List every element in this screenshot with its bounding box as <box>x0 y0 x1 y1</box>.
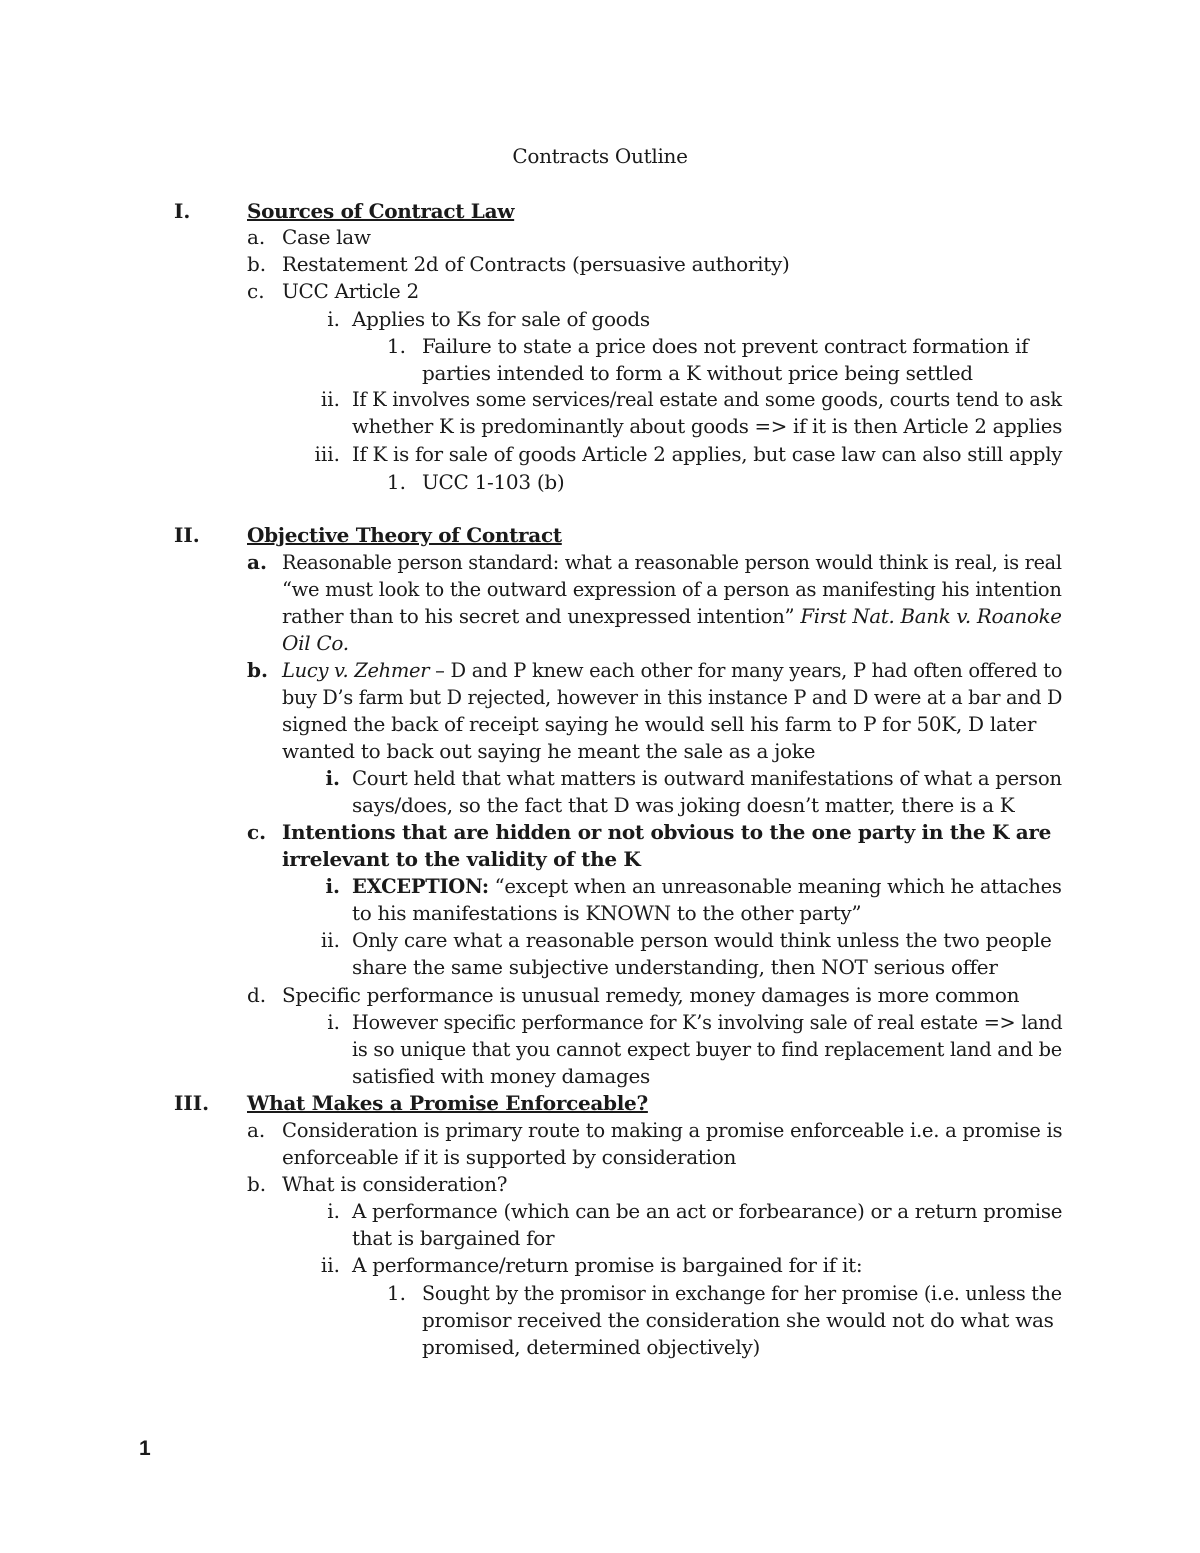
outline-item-line: promisor received the consideration she would not do what was <box>422 1308 1054 1332</box>
outline-item-line: Reasonable person standard: what a reasonable person would think is real, is real <box>282 550 1062 574</box>
list-marker: d. <box>247 983 267 1007</box>
list-marker: b. <box>247 1172 267 1196</box>
outline-item-line: that is bargained for <box>352 1226 555 1250</box>
outline-item-line: However specific performance for K’s involving sale of real estate => land <box>352 1010 1063 1034</box>
list-marker: i. <box>327 1199 340 1223</box>
case-citation: First Nat. Bank v. Roanoke <box>800 604 1062 628</box>
list-marker: i. <box>325 874 340 898</box>
outline-text: – D and P knew each other for many years, P had often offered to <box>429 658 1063 682</box>
document-title: Contracts Outline <box>512 144 688 168</box>
outline-item-line: says/does, so the fact that D was joking doesn’t matter, there is a K <box>352 793 1015 817</box>
list-marker: a. <box>247 225 266 249</box>
case-citation: Oil Co. <box>282 631 349 655</box>
list-marker: c. <box>247 820 267 844</box>
outline-item-line: Court held that what matters is outward manifestations of what a person <box>352 766 1062 790</box>
outline-item-line <box>282 657 1062 684</box>
list-marker: i. <box>327 307 340 331</box>
case-citation: Lucy v. Zehmer <box>282 658 430 682</box>
list-marker: ii. <box>320 928 340 952</box>
list-marker: 1. <box>386 334 406 358</box>
outline-item: UCC Article 2 <box>282 279 419 303</box>
list-marker: i. <box>325 766 340 790</box>
section-number: III. <box>174 1091 210 1115</box>
outline-item-line: irrelevant to the validity of the K <box>282 847 641 871</box>
list-marker: iii. <box>314 442 340 466</box>
section-number: II. <box>174 523 200 547</box>
outline-item: Restatement 2d of Contracts (persuasive authority) <box>282 252 790 276</box>
outline-item: UCC 1-103 (b) <box>422 470 565 494</box>
outline-item-line: A performance (which can be an act or forbearance) or a return promise <box>352 1199 1063 1223</box>
list-marker: ii. <box>320 1253 340 1277</box>
outline-item: What is consideration? <box>282 1172 508 1196</box>
outline-item-line: wanted to back out saying he meant the sale as a joke <box>282 739 816 763</box>
list-marker: b. <box>247 658 268 682</box>
outline-text: “except when an unreasonable meaning which he attaches <box>488 874 1062 898</box>
section-heading: What Makes a Promise Enforceable? <box>247 1091 648 1115</box>
list-marker: c. <box>247 279 265 303</box>
outline-item-line: is so unique that you cannot expect buyer to find replacement land and be <box>352 1037 1062 1061</box>
outline-item-line: parties intended to form a K without price being settled <box>422 361 973 385</box>
section-number: I. <box>174 199 191 223</box>
list-marker: 1. <box>386 470 406 494</box>
outline-item-line: “we must look to the outward expression of a person as manifesting his intention <box>282 577 1062 601</box>
outline-text: rather than to his secret and unexpressed intention” <box>282 604 801 628</box>
outline-item-line: satisfied with money damages <box>352 1064 650 1088</box>
outline-item-line: Consideration is primary route to making a promise enforceable i.e. a promise is <box>282 1118 1063 1142</box>
outline-item-line <box>282 603 1062 630</box>
list-marker: 1. <box>386 1281 406 1305</box>
outline-item-line: buy D’s farm but D rejected, however in this instance P and D were at a bar and D <box>282 685 1063 709</box>
outline-item-line: If K involves some services/real estate and some goods, courts tend to ask <box>352 387 1062 411</box>
outline-item-line: Only care what a reasonable person would think unless the two people <box>352 928 1052 952</box>
list-marker: a. <box>247 1118 266 1142</box>
outline-item-line: Sought by the promisor in exchange for her promise (i.e. unless the <box>422 1281 1062 1305</box>
outline-item-line: whether K is predominantly about goods => if it is then Article 2 applies <box>352 414 1063 438</box>
outline-item-line: Failure to state a price does not prevent contract formation if <box>422 334 1029 358</box>
outline-item-line: enforceable if it is supported by consideration <box>282 1145 737 1169</box>
outline-item: If K is for sale of goods Article 2 applies, but case law can also still apply <box>352 442 1063 466</box>
outline-item: Applies to Ks for sale of goods <box>352 307 650 331</box>
list-marker: ii. <box>320 387 340 411</box>
section-heading: Objective Theory of Contract <box>247 523 562 547</box>
list-marker: a. <box>247 550 267 574</box>
outline-item: A performance/return promise is bargained for if it: <box>352 1253 863 1277</box>
outline-item-line <box>352 873 1062 900</box>
outline-item: Specific performance is unusual remedy, money damages is more common <box>282 983 1020 1007</box>
list-marker: b. <box>247 252 267 276</box>
outline-item-line: Intentions that are hidden or not obvious to the one party in the K are <box>282 820 1052 844</box>
outline-item: Case law <box>282 225 371 249</box>
page-number: 1 <box>139 1437 151 1460</box>
exception-label: EXCEPTION: <box>352 874 489 898</box>
outline-item-line: share the same subjective understanding, then NOT serious offer <box>352 955 998 979</box>
section-heading: Sources of Contract Law <box>247 199 515 223</box>
outline-item-line: signed the back of receipt saying he would sell his farm to P for 50K, D later <box>282 712 1037 736</box>
list-marker: i. <box>327 1010 340 1034</box>
outline-item-line: promised, determined objectively) <box>422 1335 760 1359</box>
outline-item-line: to his manifestations is KNOWN to the other party” <box>352 901 862 925</box>
